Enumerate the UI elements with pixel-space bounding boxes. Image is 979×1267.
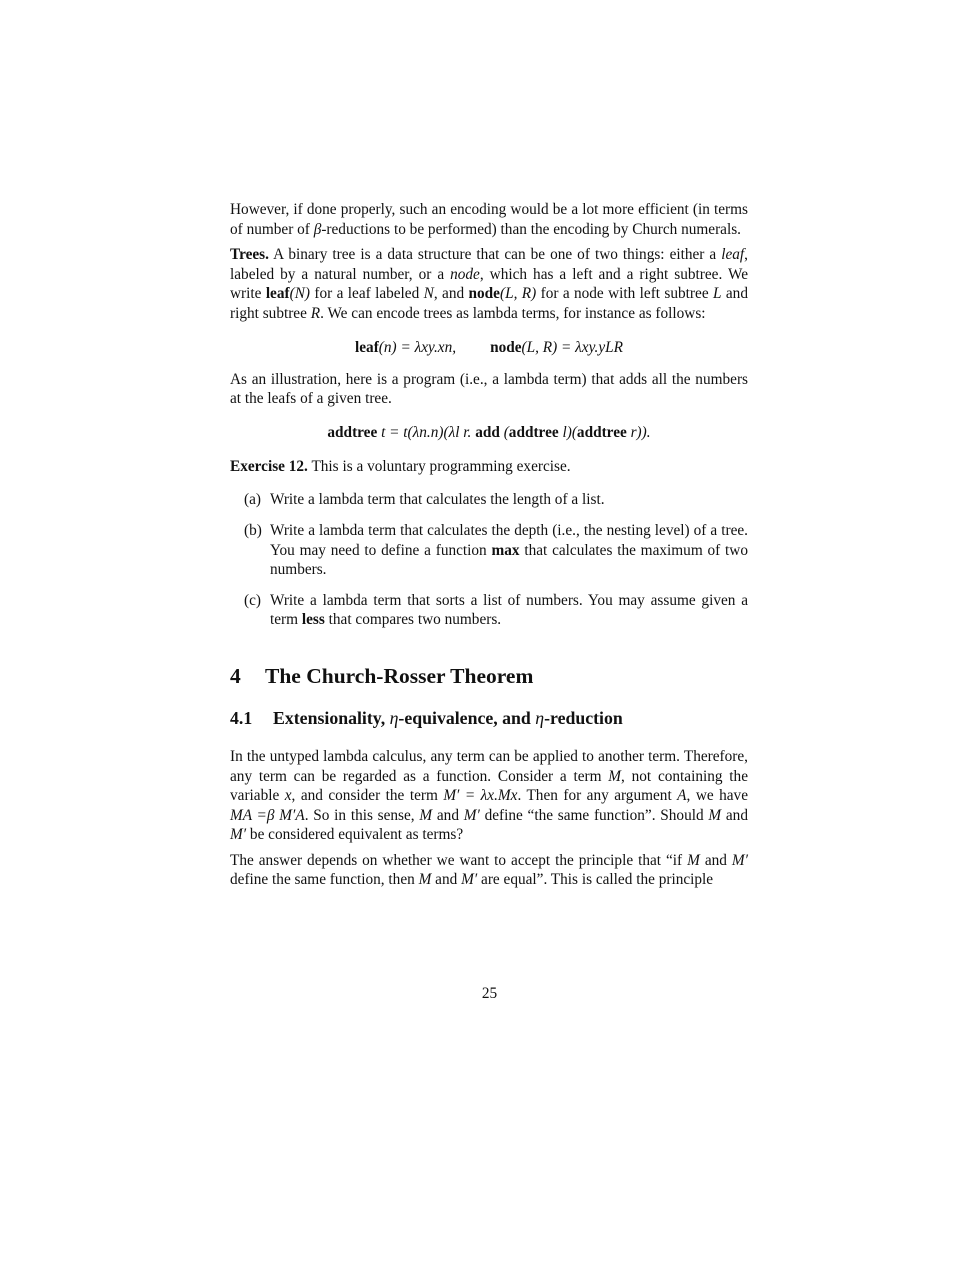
text: . So in this sense, [304,806,420,824]
text: . Then for any argument [517,787,678,805]
text: and right subtree [230,285,748,322]
text: . We can encode trees as lambda terms, for instance as follows: [320,304,706,322]
text: that calculates the maximum of two numbers. [270,541,749,579]
item-label: (b) [244,521,262,539]
text: define the same function, then [230,871,419,889]
emph-node: node [450,265,480,283]
exercise-12 [230,457,748,477]
math-M: M [708,806,722,824]
bold-max: max [491,541,520,559]
math-beta: β [313,220,322,238]
bold-addtree: addtree [576,423,627,441]
item-label: (a) [244,491,261,509]
item-text [270,521,748,580]
list-item [230,591,748,630]
bold-node: node [490,338,522,356]
text: and [721,806,748,824]
bold-leaf: leaf [355,338,379,356]
text: , and [433,285,469,303]
math-leaf-arg: (N) [289,285,311,303]
item-text: Write a lambda term that calculates the length of a list. [270,491,605,509]
text: In the untyped lambda calculus, any term can be applied to another term. Therefore, any term can be regarded as a function. Consider a term [230,747,748,785]
math: l)( [558,423,577,441]
bold-add: add [475,423,500,441]
section-number: 4 [230,663,241,688]
text: Extensionality, [273,707,390,728]
math-eq: M′ = λx.Mx [443,787,518,805]
text: be considered equivalent as terms? [246,826,464,844]
math-M: M [608,767,622,785]
paragraph-answer [230,851,748,890]
text: , which has a left and a right subtree. We write [230,265,748,303]
text: that compares two numbers. [324,611,502,629]
page-body [230,200,748,890]
text: for a leaf labeled [310,285,424,303]
math-A: A [677,787,687,805]
text: , not containing the variable [230,767,748,805]
math-M-prime: M′ [461,871,478,889]
math-x: x [284,787,292,805]
text: and [431,871,462,889]
text: However, if done properly, such an encoding would be a lot more efficient (in terms of number of [230,201,748,238]
bold-leaf: leaf [265,285,290,303]
text: are equal”. This is called the principle [477,871,714,889]
emph-leaf: leaf [721,246,745,264]
math-M: M [419,806,433,824]
section-title: The Church-Rosser Theorem [265,663,534,688]
math-R: R [310,304,321,322]
text: The answer depends on whether we want to accept the principle that “if [230,851,688,869]
exercise-list [230,490,748,630]
section-heading [230,663,748,689]
text: , we have [686,787,748,805]
bold-addtree: addtree [508,423,559,441]
bold-addtree: addtree [327,423,378,441]
math-eta: η [389,707,399,728]
math-eq: MA =β M′A [230,806,305,824]
math-node-arg: (L, R) [499,285,537,303]
text: A binary tree is a data structure that can be one of two things: either a [268,246,722,264]
math-N: N [423,285,434,303]
paragraph-illustration: As an illustration, here is a program (i.e., a lambda term) that adds all the numbers at the leafs of a given tree. [230,370,748,408]
subsection-number: 4.1 [230,707,253,728]
math-node-def: (L, R) = λxy.yLR [521,338,623,356]
math: t = t(λn.n)(λl r. [377,423,476,441]
trees-heading: Trees. [230,246,269,264]
item-label: (c) [244,591,261,609]
text: Write a lambda term that calculates the depth (i.e., the nesting level) of a tree. You may need to define a function [270,521,748,559]
exercise-heading: Exercise 12. [230,457,308,475]
bold-node: node [468,285,500,303]
subsection-heading [230,707,748,729]
page-number: 25 [481,985,498,1002]
exercise-text: This is a voluntary programming exercise. [307,457,571,475]
text: -reductions to be performed) than the encoding by Church numerals. [321,220,741,238]
math: ( [499,423,509,441]
math-leaf-def: (n) = λxy.xn, [378,338,457,356]
math-M-prime: M′ [230,826,247,844]
text: , labeled by a natural number, or a [230,246,748,283]
math: r)). [626,423,651,441]
text: for a node with left subtree [536,285,713,303]
list-item [230,490,748,510]
item-text [270,591,748,630]
math-M: M [687,851,700,869]
bold-less: less [301,611,325,629]
math-L: L [713,285,722,303]
text: , and consider the term [291,787,444,805]
display-equation-tree-encoding [230,338,748,358]
paragraph-trees [230,245,748,323]
paragraph-untyped-lambda [230,747,748,845]
text: Write a lambda term that sorts a list of numbers. You may assume given a term [270,591,748,629]
text: and [699,851,732,869]
paragraph-encoding-efficiency [230,200,748,239]
math-M-prime: M′ [731,851,748,869]
math-M: M [418,871,432,889]
text: and [432,806,464,824]
display-equation-addtree [230,423,748,443]
text: -reduction [544,707,623,728]
math-eta: η [535,707,545,728]
text: -equivalence, and [398,707,536,728]
math-M-prime: M′ [463,806,480,824]
text: define “the same function”. Should [479,806,709,824]
list-item [230,521,748,580]
